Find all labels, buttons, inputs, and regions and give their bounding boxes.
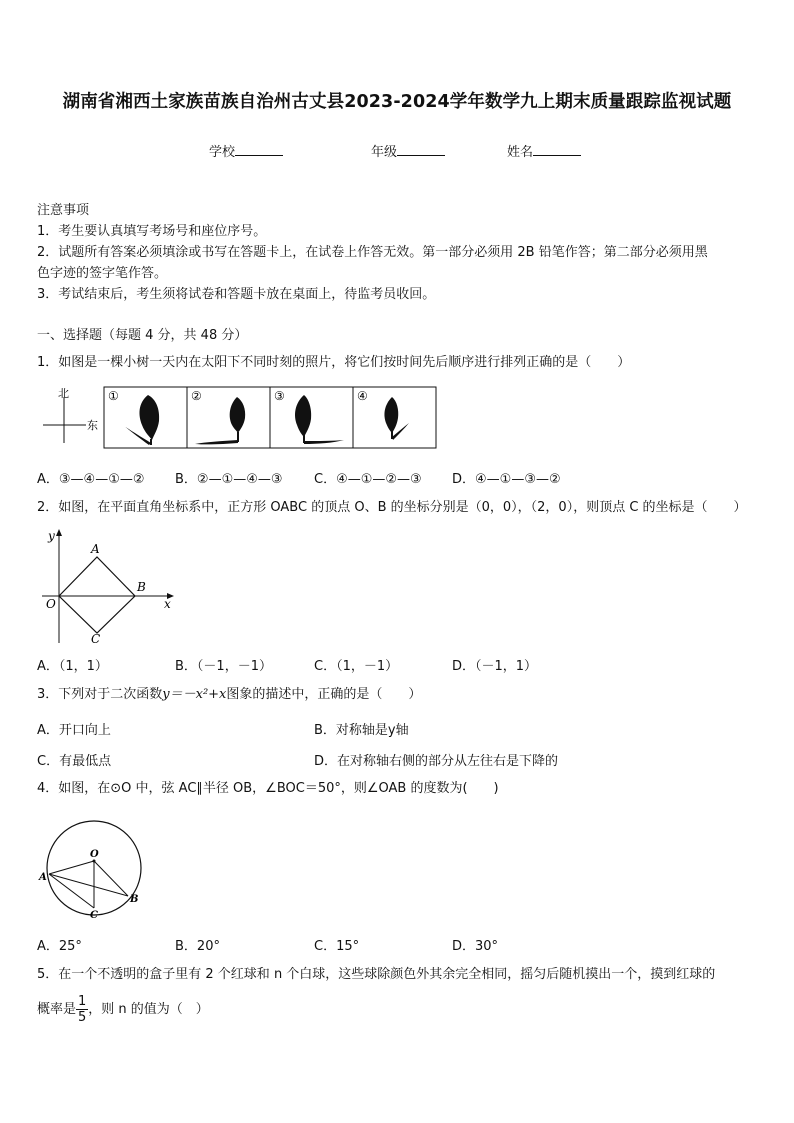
q2-option-d[interactable]: D．（－1，1）: [452, 659, 538, 674]
q1-option-c[interactable]: C．④—①—②—③: [314, 472, 422, 487]
point-a-label: A: [39, 872, 47, 883]
section-heading: 一、选择题（每题 4 分，共 48 分）: [37, 328, 248, 343]
point-b-label: B: [137, 580, 146, 594]
tree-shadow-icon: [195, 397, 245, 444]
q1-option-a[interactable]: A．③—④—①—②: [37, 472, 145, 487]
panel-label: ④: [357, 389, 368, 403]
panel-label: ②: [191, 389, 202, 403]
notice-heading: 注意事项: [37, 203, 90, 218]
q3-stem-before: 3．下列对于二次函数: [37, 687, 163, 702]
probability-fraction: [76, 994, 88, 1025]
q4-option-a[interactable]: A．25°: [37, 939, 82, 954]
q2-option-c[interactable]: C．（1，－1）: [314, 659, 399, 674]
notice-item: 2．试题所有答案必须填涂或书写在答题卡上，在试卷上作答无效。第一部分必须用 2B 铅笔作答；第二部分必须用黑: [37, 245, 708, 260]
point-b-label: B: [130, 894, 139, 905]
q4-option-d[interactable]: D．30°: [452, 939, 499, 954]
q1-option-b[interactable]: B．②—①—④—③: [175, 472, 283, 487]
q2-option-b[interactable]: B．（－1，－1）: [175, 659, 272, 674]
q4-option-c[interactable]: C．15°: [314, 939, 360, 954]
fraction-numerator: 1: [78, 994, 87, 1009]
square-oabc: [59, 557, 135, 633]
q1-option-d[interactable]: D．④—①—③—②: [452, 472, 561, 487]
tree-shadow-icon: [123, 395, 159, 445]
panel-label: ③: [274, 389, 285, 403]
point-c-label: C: [90, 910, 98, 921]
notice-item: 3．考试结束后，考生须将试卷和答题卡放在桌面上，待监考员收回。: [37, 287, 436, 302]
grade-blank: [397, 142, 445, 156]
grade-field: [371, 141, 445, 160]
compass-east-label: 东: [87, 419, 98, 432]
q5-line2: [37, 994, 209, 1025]
q5-line2-before: 概率是: [37, 1002, 77, 1017]
q2-figure: [38, 525, 188, 645]
q4-option-b[interactable]: B．20°: [175, 939, 220, 954]
q3-option-a[interactable]: A．开口向上: [37, 723, 111, 738]
q4-stem: 4．如图，在⊙O 中，弦 AC∥半径 OB，∠BOC＝50°，则∠OAB 的度数为( ): [37, 781, 499, 796]
point-o-label: O: [90, 849, 99, 860]
tree-shadow-icon: [384, 397, 409, 440]
fraction-denominator: 5: [78, 1010, 87, 1025]
q3-option-d[interactable]: D．在对称轴右侧的部分从左往右是下降的: [314, 754, 559, 769]
q5-line2-after: ，则 n 的值为（ ）: [88, 1002, 209, 1017]
point-o-label: O: [46, 597, 56, 611]
name-label: 姓名: [507, 145, 534, 160]
q4-figure: [36, 812, 148, 924]
tree-shadow-icon: [295, 395, 344, 444]
x-axis-label: x: [164, 597, 171, 611]
compass-icon: [43, 387, 98, 443]
school-field: [209, 141, 283, 160]
q5-line1: 5．在一个不透明的盒子里有 2 个红球和 n 个白球，这些球除颜色外其余完全相同，摇匀后随机摸出一个，摸到红球的: [37, 967, 716, 982]
q1-stem: 1．如图是一棵小树一天内在太阳下不同时刻的照片，将它们按时间先后顺序进行排列正确的是（ ）: [37, 355, 631, 370]
q3-option-c[interactable]: C．有最低点: [37, 754, 112, 769]
grade-label: 年级: [371, 145, 398, 160]
school-label: 学校: [209, 145, 236, 160]
q1-figure: [38, 385, 438, 450]
point-a-label: A: [91, 542, 100, 556]
compass-north-label: 北: [58, 387, 69, 400]
name-blank: [533, 142, 581, 156]
notice-item: 色字迹的签字笔作答。: [37, 266, 168, 281]
page-title: 湖南省湘西土家族苗族自治州古丈县2023-2024学年数学九上期末质量跟踪监视试题: [62, 92, 732, 112]
school-blank: [235, 142, 283, 156]
q3-stem: [37, 684, 421, 705]
name-field: [507, 141, 581, 160]
q3-stem-after: 图象的描述中，正确的是（ ）: [226, 687, 422, 702]
y-axis-label: y: [48, 529, 55, 543]
notice-item: 1．考生要认真填写考场号和座位序号。: [37, 224, 267, 239]
q3-formula: y＝－x²+x: [162, 687, 227, 702]
panel-label: ①: [108, 389, 119, 403]
point-c-label: C: [91, 632, 101, 645]
q2-option-a[interactable]: A．（1，1）: [37, 659, 108, 674]
q2-stem: 2．如图，在平面直角坐标系中，正方形 OABC 的顶点 O、B 的坐标分别是（0，0），（2，0），则顶点 C 的坐标是（ ）: [37, 500, 747, 515]
q3-option-b[interactable]: B．对称轴是y轴: [314, 723, 409, 738]
